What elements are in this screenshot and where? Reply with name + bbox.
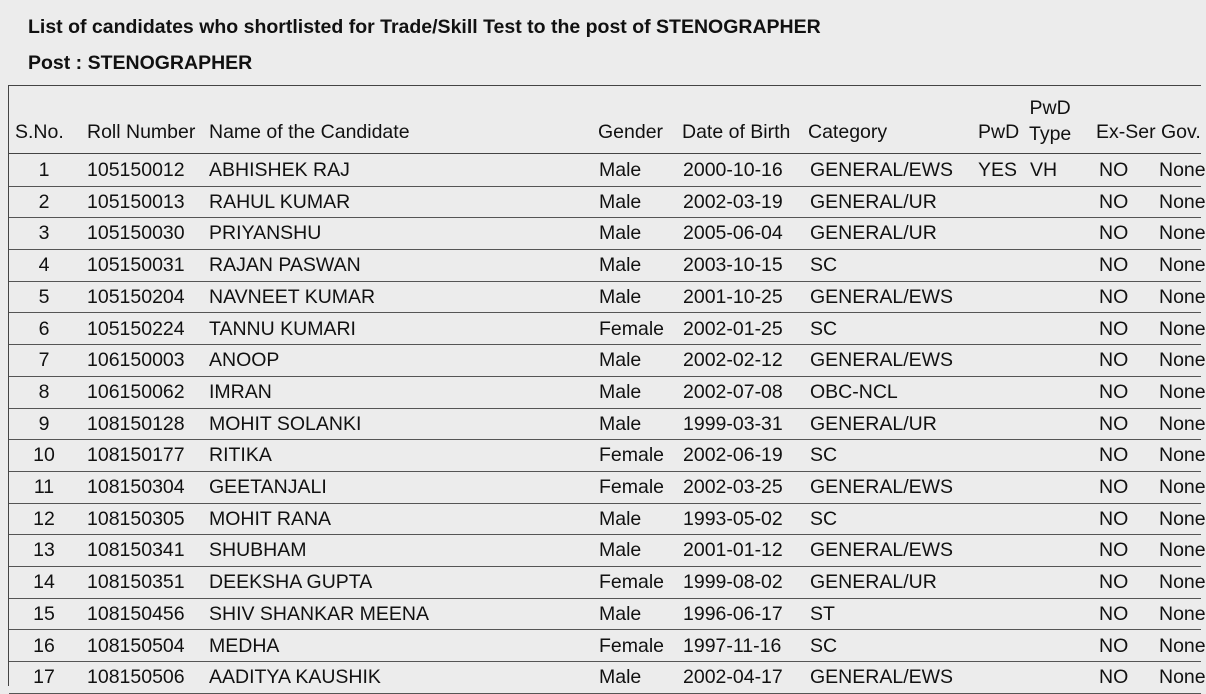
table-row [9, 281, 1206, 314]
table-row [9, 630, 1206, 663]
row-roll-number: 105150031 [87, 254, 185, 277]
row-candidate-name: GEETANJALI [209, 476, 327, 498]
row-category: SC [810, 254, 838, 277]
row-sno: 3 [38, 222, 50, 245]
table-row [9, 408, 1206, 441]
row-sno: 4 [38, 254, 50, 277]
row-pwd-type: VH [1030, 159, 1058, 181]
row-gender: Male [599, 159, 642, 181]
row-candidate-name: SHUBHAM [209, 539, 307, 562]
table-row [9, 598, 1206, 631]
row-gender: Male [599, 349, 642, 372]
header-gender: Gender [598, 121, 664, 143]
row-gender: Female [599, 476, 665, 498]
row-roll-number: 108150351 [87, 571, 185, 594]
table-row [9, 154, 1206, 187]
row-gender: Female [599, 444, 665, 467]
row-date-of-birth: 2002-04-17 [683, 666, 783, 689]
row-roll-number: 108150177 [87, 444, 185, 467]
row-candidate-name: RAJAN PASWAN [209, 254, 361, 277]
post-label: Post : STENOGRAPHER [28, 52, 253, 74]
row-gov: None [1159, 254, 1206, 277]
row-gender: Male [599, 222, 642, 245]
row-sno: 12 [33, 507, 55, 530]
table-row [9, 566, 1206, 599]
row-ex-serviceman: NO [1099, 380, 1129, 403]
row-roll-number: 108150341 [87, 539, 185, 562]
row-date-of-birth: 2005-06-04 [683, 222, 783, 245]
row-sno: 15 [33, 602, 55, 625]
row-ex-serviceman: NO [1099, 602, 1129, 625]
row-candidate-name: ABHISHEK RAJ [209, 159, 350, 181]
row-ex-serviceman: NO [1099, 317, 1129, 340]
row-date-of-birth: 1997-11-16 [683, 634, 782, 657]
row-category: SC [810, 634, 838, 657]
row-gender: Male [599, 666, 642, 689]
row-ex-serviceman: NO [1099, 285, 1129, 308]
row-candidate-name: SHIV SHANKAR MEENA [209, 602, 429, 625]
table-row [9, 344, 1206, 377]
row-category: GENERAL/UR [810, 190, 937, 213]
row-roll-number: 108150456 [87, 602, 185, 625]
header-roll-number: Roll Number [87, 121, 196, 143]
row-roll-number: 105150030 [87, 222, 185, 245]
table-row [9, 534, 1206, 567]
row-candidate-name: AADITYA KAUSHIK [209, 666, 381, 689]
row-roll-number: 108150504 [87, 634, 185, 657]
table-row [9, 313, 1206, 346]
row-gender: Male [599, 380, 642, 403]
row-category: GENERAL/EWS [810, 349, 954, 372]
row-date-of-birth: 2002-06-19 [683, 444, 783, 467]
row-gender: Male [599, 539, 642, 562]
row-category: GENERAL/UR [810, 222, 937, 245]
row-gender: Female [599, 571, 665, 594]
table-row [9, 376, 1206, 409]
row-sno: 7 [38, 349, 50, 372]
row-gov: None [1159, 222, 1206, 245]
row-roll-number: 108150304 [87, 476, 185, 498]
row-ex-serviceman: NO [1099, 476, 1129, 498]
row-category: GENERAL/EWS [810, 539, 954, 562]
row-date-of-birth: 1996-06-17 [683, 602, 783, 625]
row-date-of-birth: 1999-03-31 [683, 412, 783, 435]
row-gender: Female [599, 634, 665, 657]
row-ex-serviceman: NO [1099, 539, 1129, 562]
row-category: SC [810, 317, 838, 340]
header-candidate-name: Name of the Candidate [209, 121, 410, 143]
row-gov: None [1159, 444, 1206, 467]
row-gender: Male [599, 254, 642, 277]
row-ex-serviceman: NO [1099, 412, 1129, 435]
row-candidate-name: MOHIT RANA [209, 507, 332, 530]
row-ex-serviceman: NO [1099, 159, 1129, 181]
row-sno: 6 [38, 317, 50, 340]
row-gov: None [1159, 571, 1206, 594]
row-date-of-birth: 2002-01-25 [683, 317, 783, 340]
row-gender: Male [599, 412, 642, 435]
row-sno: 14 [33, 571, 55, 594]
header-pwd-type-line2: Type [1029, 123, 1072, 145]
row-roll-number: 108150506 [87, 666, 185, 689]
row-ex-serviceman: NO [1099, 507, 1129, 530]
row-gov: None [1159, 285, 1206, 308]
row-gender: Male [599, 602, 642, 625]
row-category: GENERAL/UR [810, 412, 937, 435]
row-gov: None [1159, 349, 1206, 372]
row-gov: None [1159, 476, 1206, 498]
row-category: ST [810, 602, 835, 625]
row-ex-serviceman: NO [1099, 254, 1129, 277]
row-gov: None [1159, 507, 1206, 530]
row-ex-serviceman: NO [1099, 349, 1129, 372]
row-date-of-birth: 2001-10-25 [683, 285, 783, 308]
header-pwd-type [1029, 95, 1071, 147]
row-category: OBC-NCL [810, 380, 898, 403]
table-row [9, 503, 1206, 536]
header-ex-serviceman: Ex-Ser [1096, 121, 1156, 143]
table-header [9, 86, 1201, 154]
row-candidate-name: NAVNEET KUMAR [209, 285, 376, 308]
row-gov: None [1159, 412, 1206, 435]
row-ex-serviceman: NO [1099, 571, 1129, 594]
row-date-of-birth: 2002-07-08 [683, 380, 783, 403]
row-category: GENERAL/UR [810, 571, 937, 594]
row-roll-number: 108150128 [87, 412, 185, 435]
row-gov: None [1159, 634, 1206, 657]
row-roll-number: 105150204 [87, 285, 185, 308]
table-row [9, 661, 1206, 694]
table-row [9, 471, 1206, 504]
row-date-of-birth: 1999-08-02 [683, 571, 783, 594]
row-sno: 1 [38, 159, 50, 181]
row-sno: 13 [33, 539, 55, 562]
row-gender: Male [599, 285, 642, 308]
row-category: SC [810, 507, 838, 530]
row-sno: 8 [38, 380, 50, 403]
table-row [9, 249, 1206, 282]
header-gov: Gov. [1161, 121, 1201, 143]
row-date-of-birth: 2002-03-19 [683, 190, 783, 213]
row-roll-number: 106150062 [87, 380, 185, 403]
row-gov: None [1159, 602, 1206, 625]
row-ex-serviceman: NO [1099, 190, 1129, 213]
row-sno: 17 [33, 666, 55, 689]
row-candidate-name: ANOOP [209, 349, 280, 372]
candidates-table [8, 85, 1206, 689]
row-roll-number: 108150305 [87, 507, 185, 530]
document-title: List of candidates who shortlisted for Trade/Skill Test to the post of STENOGRAPHER [28, 16, 821, 38]
row-date-of-birth: 2001-01-12 [683, 539, 783, 562]
row-category: GENERAL/EWS [810, 285, 954, 308]
table-row [9, 217, 1206, 250]
row-gender: Female [599, 317, 665, 340]
row-sno: 5 [38, 285, 50, 308]
table-row [9, 439, 1206, 472]
row-pwd: YES [978, 159, 1018, 181]
row-candidate-name: IMRAN [209, 380, 272, 403]
row-candidate-name: TANNU KUMARI [209, 317, 356, 340]
row-candidate-name: MEDHA [209, 634, 280, 657]
row-date-of-birth: 2003-10-15 [683, 254, 783, 277]
row-gender: Male [599, 507, 642, 530]
header-sno: S.No. [15, 121, 64, 143]
header-date-of-birth: Date of Birth [682, 121, 791, 143]
row-candidate-name: MOHIT SOLANKI [209, 412, 362, 435]
row-sno: 16 [33, 634, 55, 657]
row-gov: None [1159, 666, 1206, 689]
row-date-of-birth: 2000-10-16 [683, 159, 783, 181]
row-gov: None [1159, 539, 1206, 562]
row-gov: None [1159, 159, 1206, 181]
row-candidate-name: RAHUL KUMAR [209, 190, 351, 213]
row-category: GENERAL/EWS [810, 159, 954, 181]
row-category: GENERAL/EWS [810, 666, 954, 689]
row-candidate-name: PRIYANSHU [209, 222, 322, 245]
row-ex-serviceman: NO [1099, 666, 1129, 689]
row-sno: 2 [38, 190, 50, 213]
row-roll-number: 105150224 [87, 317, 185, 340]
row-roll-number: 105150013 [87, 190, 185, 213]
row-ex-serviceman: NO [1099, 222, 1129, 245]
table-row [9, 186, 1206, 219]
header-category: Category [808, 121, 888, 143]
row-ex-serviceman: NO [1099, 634, 1129, 657]
row-gov: None [1159, 380, 1206, 403]
row-ex-serviceman: NO [1099, 444, 1129, 467]
row-gender: Male [599, 190, 642, 213]
row-roll-number: 105150012 [87, 159, 185, 181]
row-date-of-birth: 1993-05-02 [683, 507, 783, 530]
row-gov: None [1159, 317, 1206, 340]
row-date-of-birth: 2002-02-12 [683, 349, 783, 372]
row-sno: 9 [38, 412, 50, 435]
row-sno: 11 [33, 476, 55, 498]
row-category: GENERAL/EWS [810, 476, 954, 498]
row-category: SC [810, 444, 838, 467]
header-pwd: PwD [978, 121, 1020, 143]
row-roll-number: 106150003 [87, 349, 185, 372]
row-gov: None [1159, 190, 1206, 213]
row-candidate-name: DEEKSHA GUPTA [209, 571, 373, 594]
header-pwd-type-line1: PwD [1029, 97, 1071, 119]
row-sno: 10 [33, 444, 55, 467]
row-candidate-name: RITIKA [209, 444, 272, 467]
row-date-of-birth: 2002-03-25 [683, 476, 783, 498]
